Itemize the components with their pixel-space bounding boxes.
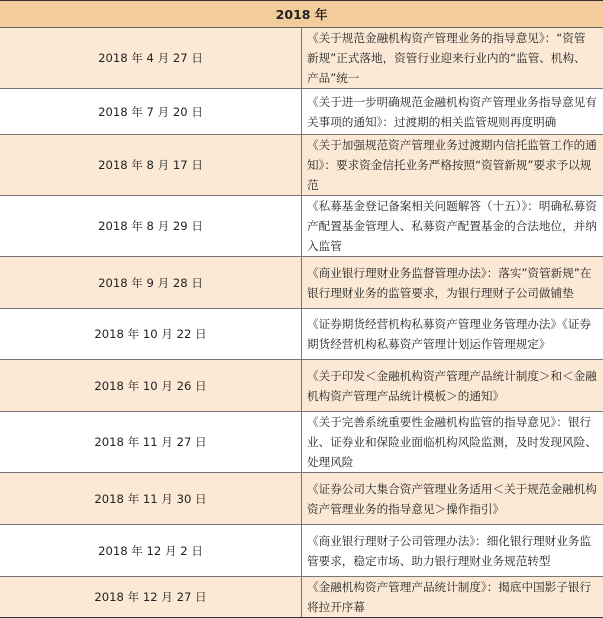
row-date: 2018 年 9 月 28 日	[0, 257, 302, 309]
row-date: 2018 年 7 月 20 日	[0, 89, 302, 135]
table-header-row	[0, 1, 603, 28]
row-description: 《关于加强规范资产管理业务过渡期内信托监管工作的通知》：要求资金信托业务严格按照“资管新规”要求予以规范	[302, 135, 603, 196]
row-date: 2018 年 12 月 2 日	[0, 525, 302, 577]
row-date: 2018 年 10 月 26 日	[0, 360, 302, 412]
row-date: 2018 年 8 月 17 日	[0, 135, 302, 196]
row-description: 《关于印发＜金融机构资产管理产品统计制度＞和＜金融机构资产管理产品统计模板＞的通知》	[302, 360, 603, 412]
row-description: 《金融机构资产管理产品统计制度》：揭底中国影子银行将拉开序幕	[302, 577, 603, 618]
table-row	[0, 412, 603, 473]
year-header: 2018 年	[0, 1, 603, 28]
table-row	[0, 89, 603, 135]
row-date: 2018 年 11 月 27 日	[0, 412, 302, 473]
table-row	[0, 135, 603, 196]
table-row	[0, 309, 603, 360]
row-date: 2018 年 12 月 27 日	[0, 577, 302, 618]
row-description: 《证券期货经营机构私募资产管理业务管理办法》《证券期货经营机构私募资产管理计划运作管理规定》	[302, 309, 603, 360]
row-description: 《证券公司大集合资产管理业务适用＜关于规范金融机构资产管理业务的指导意见＞操作指引》	[302, 473, 603, 525]
row-description: 《商业银行理财子公司管理办法》：细化银行理财业务监管要求，稳定市场、助力银行理财业务规范转型	[302, 525, 603, 577]
row-description: 《关于进一步明确规范金融机构资产管理业务指导意见有关事项的通知》：过渡期的相关监管规则再度明确	[302, 89, 603, 135]
row-date: 2018 年 8 月 29 日	[0, 196, 302, 257]
table-row	[0, 473, 603, 525]
row-date: 2018 年 10 月 22 日	[0, 309, 302, 360]
table-row	[0, 28, 603, 89]
row-description: 《关于规范金融机构资产管理业务的指导意见》：“资管新规”正式落地，资管行业迎来行业内的“监管、机构、产品”统一	[302, 28, 603, 89]
row-description: 《商业银行理财业务监督管理办法》：落实”资管新规”在银行理财业务的监管要求，为银行理财子公司做铺垫	[302, 257, 603, 309]
table-row	[0, 577, 603, 618]
table-row	[0, 257, 603, 309]
row-description: 《私募基金登记备案相关问题解答（十五）》：明确私募资产配置基金管理人、私募资产配置基金的合法地位，并纳入监管	[302, 196, 603, 257]
row-date: 2018 年 11 月 30 日	[0, 473, 302, 525]
table-row	[0, 360, 603, 412]
row-description: 《关于完善系统重要性金融机构监管的指导意见》：银行业、证券业和保险业面临机构风险监测，及时发现风险、处理风险	[302, 412, 603, 473]
table-row	[0, 525, 603, 577]
table-row	[0, 196, 603, 257]
row-date: 2018 年 4 月 27 日	[0, 28, 302, 89]
